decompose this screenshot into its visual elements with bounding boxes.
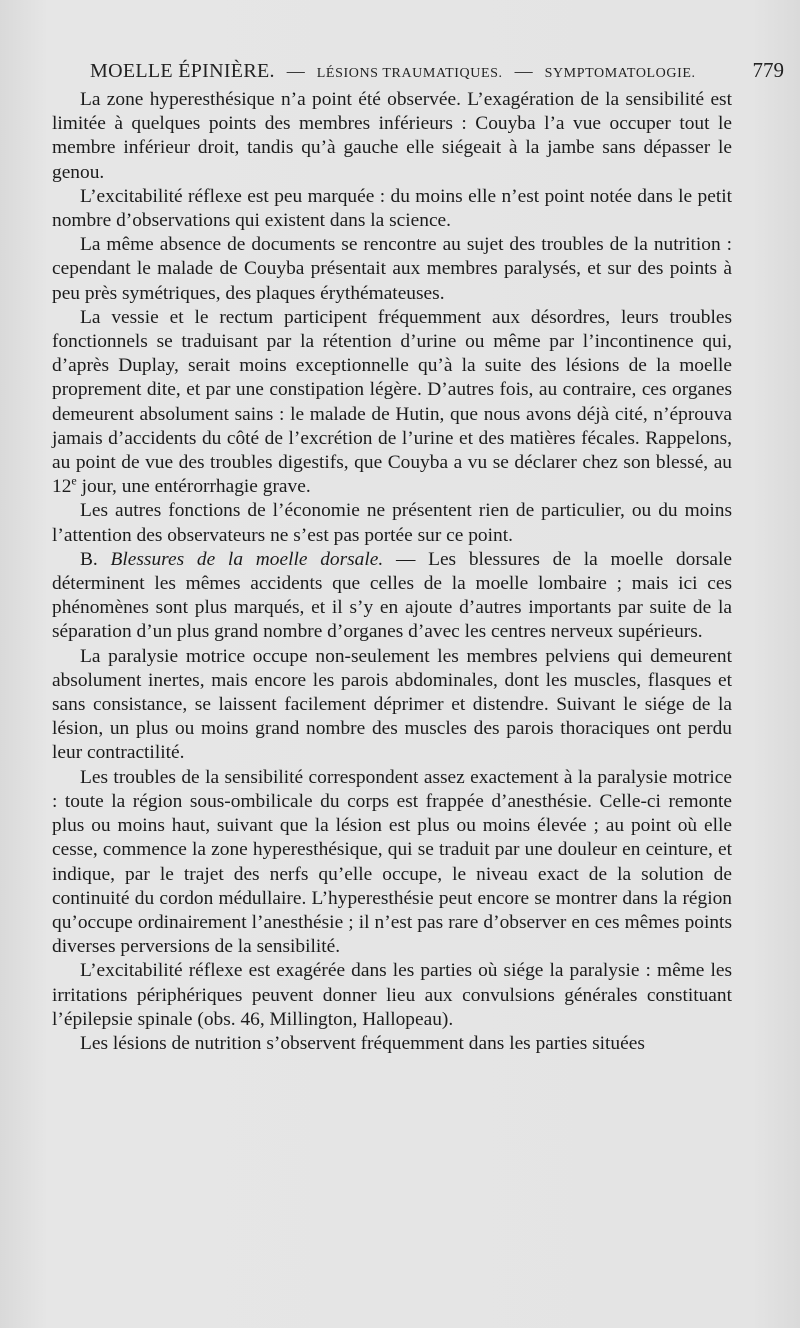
paragraph [52, 306, 732, 500]
paragraph: Les troubles de la sensibilité correspondent assez exactement à la paralysie motrice : toute la région sous-ombilicale du corps est frappée d’anesthésie. Celle-ci remonte plus ou moins haut, suivant que la lésion est plus ou moins élevée ; au point où elle cesse, commence la zone hyperesthésique, qui se traduit par une douleur en ceinture, et indique, par le trajet des nerfs qu’elle occupe, le niveau exact de la solution de continuité du cordon médullaire. L’hyperesthésie peut encore se montrer dans la région qu’occupe ordinairement l’anesthésie ; il n’est pas rare d’observer en ces mêmes points diverses perversions de la sensibilité. [52, 766, 732, 958]
section-title: Blessures de la moelle dorsale. [110, 548, 384, 570]
paragraph: L’excitabilité réflexe est exagérée dans les parties où siége la paralysie : même les irritations périphériques peuvent donner lieu aux convulsions générales constituant l’épilepsie spinale (obs. 46, Millington, Hallopeau). [52, 960, 732, 1030]
paragraph: Les autres fonctions de l’économie ne présentent rien de particulier, ou du moins l’attention des observateurs ne s’est pas portée sur ce point. [52, 500, 732, 546]
running-head [90, 58, 790, 84]
running-head-subsection: SYMPTOMATOLOGIE. [544, 66, 696, 81]
paragraph: La zone hyperesthésique n’a point été observée. L’exagération de la sensibilité est limitée à quelques points des membres inférieurs : Couyba l’a vue occuper tout le membre inférieur droit, tandis qu’à gauche elle siégeait à la jambe sans dépasser le genou. [52, 89, 732, 183]
paragraph: Les lésions de nutrition s’observent fréquemment dans les parties situées [80, 1032, 645, 1054]
paragraph: La même absence de documents se rencontre au sujet des troubles de la nutrition : cependant le malade de Couyba présentait aux membres paralysés, et sur des points à peu près symétriques, des plaques érythémateuses. [52, 234, 732, 304]
section-paragraph [52, 548, 732, 645]
page-number: 779 [752, 58, 784, 82]
running-head-dash: — [286, 61, 305, 81]
paragraph: L’excitabilité réflexe est peu marquée : du moins elle n’est point notée dans le petit nombre d’observations qui existent dans la science. [52, 185, 732, 232]
paragraph: La paralysie motrice occupe non-seulement les membres pelviens qui demeurent absolument inertes, mais encore les parois abdominales, dont les muscles, flasques et sans consistance, se laissent facilement déprimer et distendre. Suivant le siége de la lésion, un plus ou moins grand nombre des muscles des parois thoraciques ont perdu leur contractilité. [52, 645, 732, 764]
paragraph-text: La vessie et le rectum participent fréquemment aux désordres, leurs troubles fonctionnels se traduisant par la rétention d’urine ou même par l’incontinence qui, d’après Duplay, serait moins exceptionnelle qu’à la suite des lésions de la moelle proprement dite, et par une constipation légère. D’autres fois, au contraire, ces organes demeurent absolument sains : le malade de Hutin, que nous avons déjà cité, n’éprouva jamais d’accidents du côté de l’excrétion de l’urine et des matières fécales. Rappelons, au point de vue des troubles digestifs, que Couyba a vu se déclarer chez son blessé, au 12 [52, 306, 732, 498]
body-text [52, 88, 732, 1056]
running-head-section: LÉSIONS TRAUMATIQUES. [316, 66, 503, 81]
section-text: — Les blessures de la moelle dorsale déterminent les mêmes accidents que celles de la moelle lombaire ; mais ici ces phénomènes sont plus marqués, et il s’y en ajoute d’autres importants par suite de la séparation d’un plus grand nombre d’organes d’avec les centres nerveux supérieurs. [52, 548, 732, 643]
paragraph-text: jour, une entérorrhagie grave. [76, 476, 311, 498]
ordinal-superscript: e [71, 473, 77, 488]
section-label: B. [80, 548, 98, 570]
running-head-chapter: MOELLE ÉPINIÈRE. [90, 60, 275, 82]
running-head-dash: — [514, 61, 533, 81]
